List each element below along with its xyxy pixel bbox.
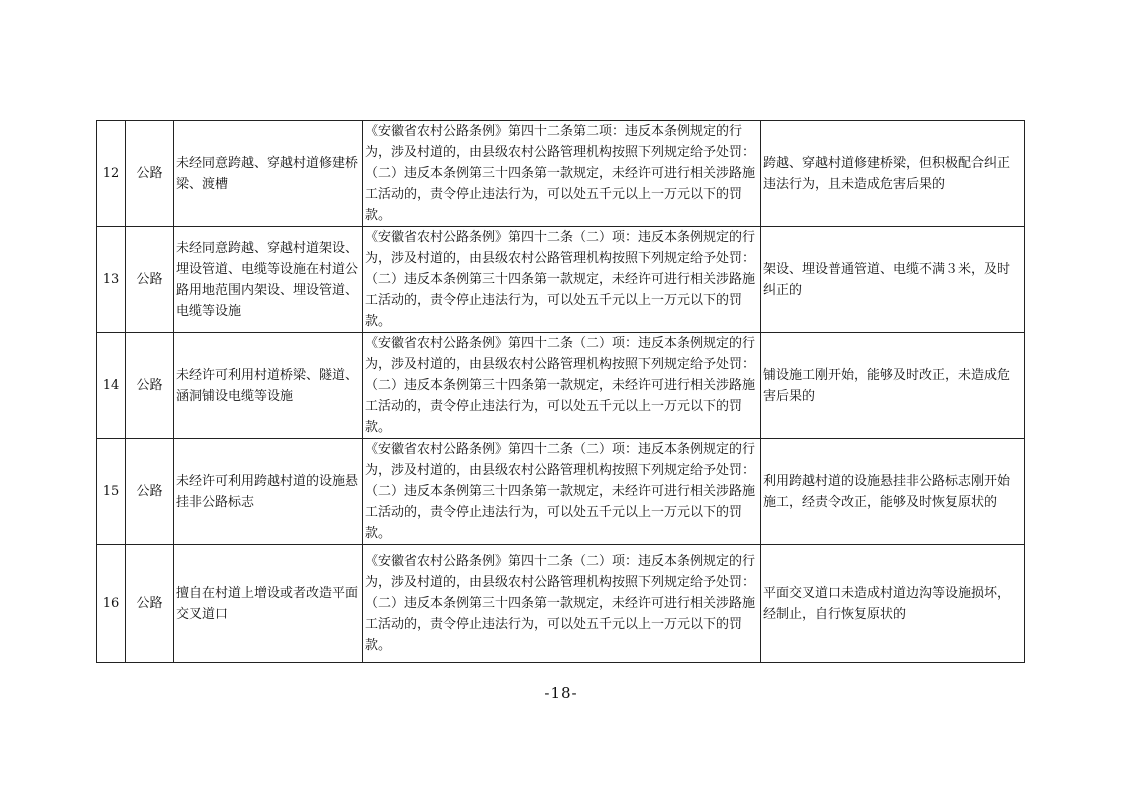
violation-item-cell: 擅自在村道上增设或者改造平面交叉道口 [174,545,363,663]
penalty-exemption-table [96,120,1025,663]
table-row [97,333,1025,439]
legal-basis-cell: 《安徽省农村公路条例》第四十二条（二）项：违反本条例规定的行为，涉及村道的，由县级农村公路管理机构按照下列规定给予处罚：（二）违反本条例第三十四条第一款规定，未经许可进行相关涉路施工活动的，责令停止违法行为，可以处五千元以上一万元以下的罚款。 [363,333,761,439]
legal-basis-cell: 《安徽省农村公路条例》第四十二条（二）项：违反本条例规定的行为，涉及村道的，由县级农村公路管理机构按照下列规定给予处罚：（二）违反本条例第三十四条第一款规定，未经许可进行相关涉路施工活动的，责令停止违法行为，可以处五千元以上一万元以下的罚款。 [363,227,761,333]
exemption-condition-cell: 跨越、穿越村道修建桥梁，但积极配合纠正违法行为，且未造成危害后果的 [761,121,1025,227]
legal-basis-cell: 《安徽省农村公路条例》第四十二条（二）项：违反本条例规定的行为，涉及村道的，由县级农村公路管理机构按照下列规定给予处罚：（二）违反本条例第三十四条第一款规定，未经许可进行相关涉路施工活动的，责令停止违法行为，可以处五千元以上一万元以下的罚款。 [363,439,761,545]
table-row [97,227,1025,333]
row-number-cell: 14 [97,333,126,439]
violation-item-cell: 未经同意跨越、穿越村道架设、埋设管道、电缆等设施在村道公路用地范围内架设、埋设管道、电缆等设施 [174,227,363,333]
page-number: -18- [544,684,578,702]
row-number-cell: 15 [97,439,126,545]
category-cell: 公路 [126,439,174,545]
table-row [97,545,1025,663]
violation-item-cell: 未经许可利用村道桥梁、隧道、涵洞铺设电缆等设施 [174,333,363,439]
exemption-condition-cell: 铺设施工刚开始，能够及时改正，未造成危害后果的 [761,333,1025,439]
violation-item-cell: 未经同意跨越、穿越村道修建桥梁、渡槽 [174,121,363,227]
exemption-condition-cell: 平面交叉道口未造成村道边沟等设施损坏，经制止，自行恢复原状的 [761,545,1025,663]
legal-basis-cell: 《安徽省农村公路条例》第四十二条（二）项：违反本条例规定的行为，涉及村道的，由县级农村公路管理机构按照下列规定给予处罚：（二）违反本条例第三十四条第一款规定，未经许可进行相关涉路施工活动的，责令停止违法行为，可以处五千元以上一万元以下的罚款。 [363,545,761,663]
category-cell: 公路 [126,121,174,227]
row-number-cell: 16 [97,545,126,663]
table-row [97,439,1025,545]
row-number-cell: 12 [97,121,126,227]
category-cell: 公路 [126,545,174,663]
violation-item-cell: 未经许可利用跨越村道的设施悬挂非公路标志 [174,439,363,545]
category-cell: 公路 [126,227,174,333]
category-cell: 公路 [126,333,174,439]
row-number-cell: 13 [97,227,126,333]
exemption-condition-cell: 架设、埋设普通管道、电缆不满３米，及时纠正的 [761,227,1025,333]
legal-basis-cell: 《安徽省农村公路条例》第四十二条第二项：违反本条例规定的行为，涉及村道的，由县级农村公路管理机构按照下列规定给予处罚：（二）违反本条例第三十四条第一款规定，未经许可进行相关涉路施工活动的，责令停止违法行为，可以处五千元以上一万元以下的罚款。 [363,121,761,227]
table-row [97,121,1025,227]
exemption-condition-cell: 利用跨越村道的设施悬挂非公路标志刚开始施工，经责令改正，能够及时恢复原状的 [761,439,1025,545]
